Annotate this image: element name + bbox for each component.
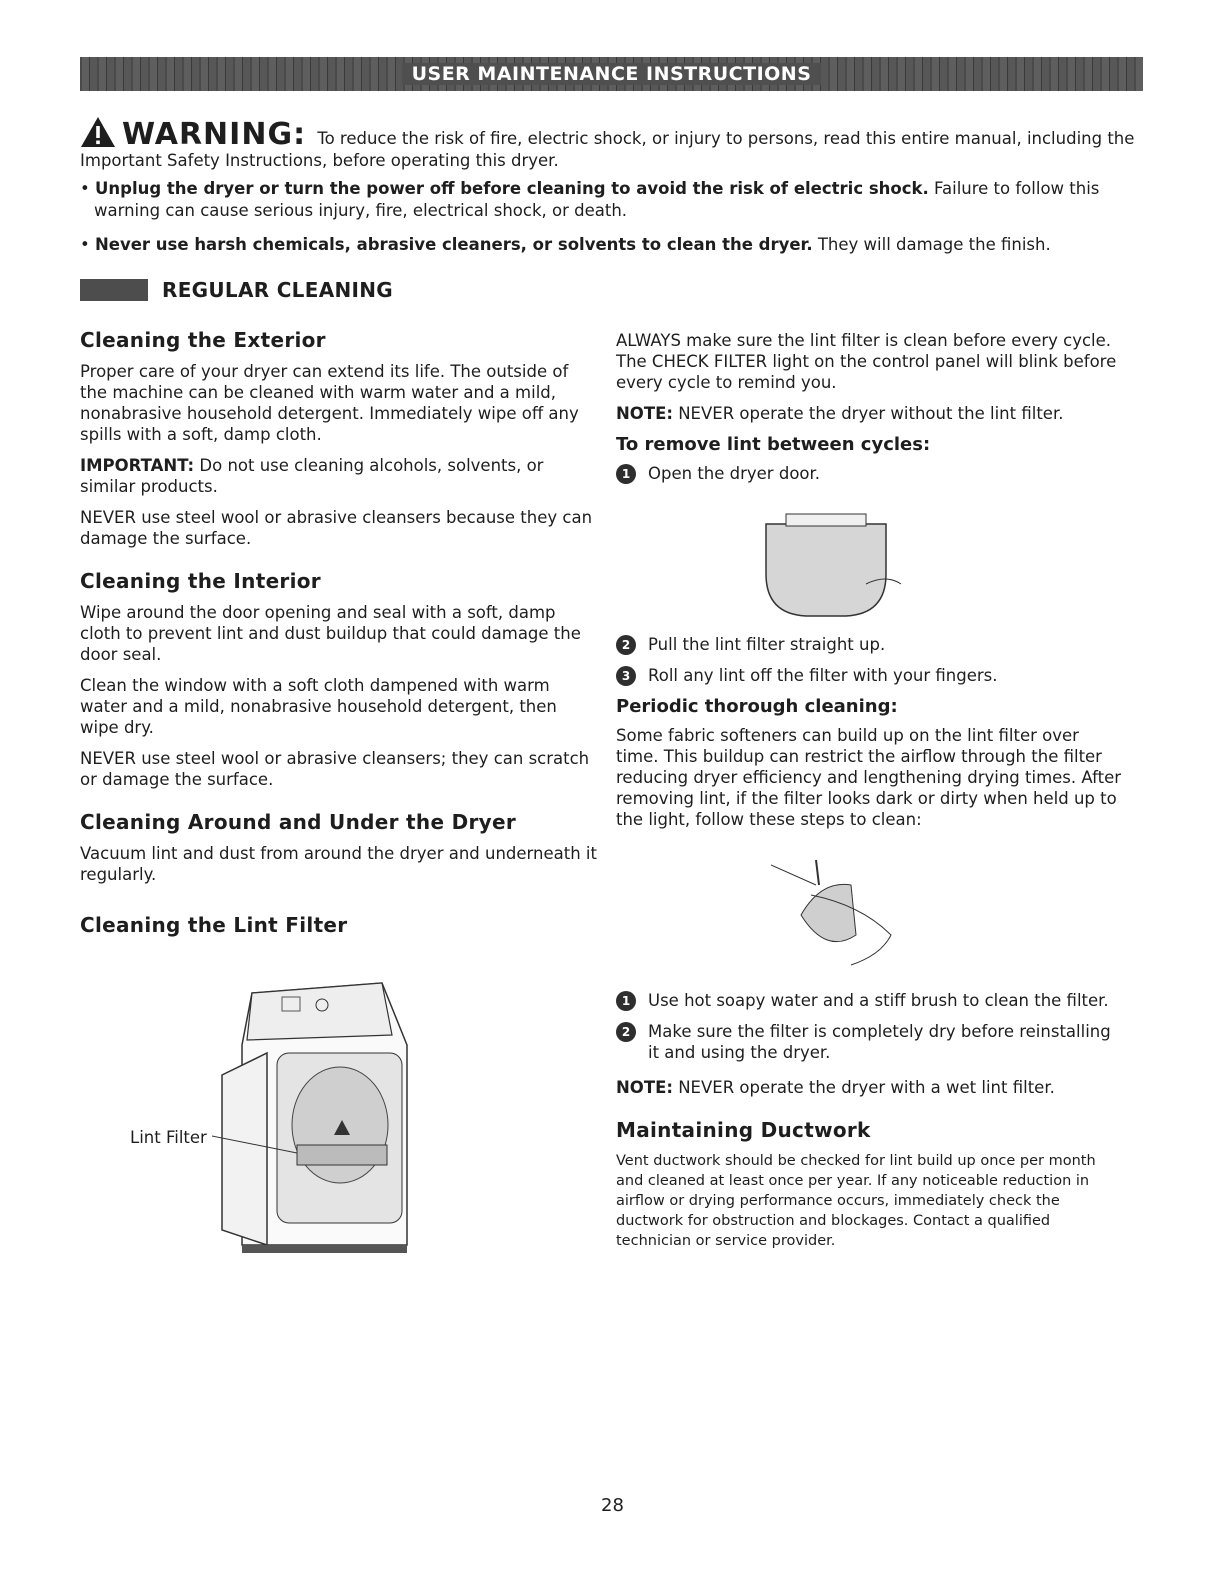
safety-bullets xyxy=(80,178,1150,268)
exterior-important xyxy=(80,455,600,497)
note-2-label: NOTE: xyxy=(616,1078,673,1097)
interior-p1: Wipe around the door opening and seal with a soft, damp cloth to prevent lint and dust buildup that could damage the door seal. xyxy=(80,603,581,664)
note-1-text: NEVER operate the dryer without the lint filter. xyxy=(672,404,1064,423)
remove-step-text: Open the dryer door. xyxy=(648,464,821,483)
lint-filter-label: Lint Filter xyxy=(130,1128,207,1147)
bullet-never-bold: Never use harsh chemicals, abrasive cleaners, or solvents to clean the dryer. xyxy=(94,235,813,254)
lint-filter-figure-wrap xyxy=(616,494,1126,634)
dryer-illustration xyxy=(212,975,432,1260)
note-1 xyxy=(616,403,1126,424)
note-2 xyxy=(616,1077,1126,1098)
bullet-unplug: • Unplug the dryer or turn the power off before cleaning to avoid the risk of electric shock. Failure to follow this warning can cause serious injury, fire, electrical shock, or death. xyxy=(80,179,1100,220)
right-column xyxy=(616,330,1126,1261)
periodic-heading: Periodic thorough cleaning: xyxy=(616,696,898,717)
section-swatch xyxy=(80,279,148,301)
section-regular-cleaning xyxy=(80,278,393,302)
around-heading: Cleaning Around and Under the Dryer xyxy=(80,810,516,834)
step-number-icon: 1 xyxy=(616,991,636,1011)
page-number: 28 xyxy=(601,1495,624,1516)
ductwork-text: Vent ductwork should be checked for lint build up once per month and cleaned at least once per year. If any noticeable reduction in airflow or drying performance occurs, immediately check the ductwork for obstruction and blockages. Contact a qualified technician or service provider. xyxy=(616,1153,1096,1249)
clean-step xyxy=(616,1021,1126,1063)
lint-heading: Cleaning the Lint Filter xyxy=(80,913,348,937)
exterior-p1: Proper care of your dryer can extend its life. The outside of the machine can be cleaned with warm water and a mild, nonabrasive household detergent. Immediately wipe off any spills with a soft, damp cloth. xyxy=(80,362,579,444)
remove-step xyxy=(616,634,1126,655)
step-number-icon: 2 xyxy=(616,635,636,655)
lint-intro: ALWAYS make sure the lint filter is clean before every cycle. The CHECK FILTER light on the control panel will blink before every cycle to remind you. xyxy=(616,331,1117,392)
warning-block xyxy=(80,112,1150,172)
important-label: IMPORTANT: xyxy=(80,456,195,475)
clean-step-text: Make sure the filter is completely dry before reinstalling it and using the dryer. xyxy=(648,1022,1111,1062)
remove-step xyxy=(616,463,1126,484)
interior-heading: Cleaning the Interior xyxy=(80,569,321,593)
warning-triangle-icon xyxy=(80,116,116,148)
warning-word: WARNING: xyxy=(122,117,307,152)
note-2-text: NEVER operate the dryer with a wet lint filter. xyxy=(672,1078,1055,1097)
around-p1: Vacuum lint and dust from around the dryer and underneath it regularly. xyxy=(80,844,597,884)
bullet-never-chemicals: • Never use harsh chemicals, abrasive cleaners, or solvents to clean the dryer. They will damage the finish. xyxy=(80,235,1051,254)
header-title: USER MAINTENANCE INSTRUCTIONS xyxy=(402,63,822,85)
remove-step-text: Roll any lint off the filter with your fingers. xyxy=(648,666,998,685)
clean-step xyxy=(616,990,1126,1011)
periodic-text: Some fabric softeners can build up on the lint filter over time. This buildup can restrict the airflow through the filter reducing dryer efficiency and lengthening drying times. After removing lint, if the filter looks dark or dirty when held up to the light, follow these steps to clean: xyxy=(616,726,1122,829)
remove-step-text: Pull the lint filter straight up. xyxy=(648,635,886,654)
bullet-never-text: They will damage the finish. xyxy=(812,235,1051,254)
step-number-icon: 1 xyxy=(616,464,636,484)
step-number-icon: 3 xyxy=(616,666,636,686)
filter-brush-illustration xyxy=(771,855,911,975)
interior-p3: NEVER use steel wool or abrasive cleansers; they can scratch or damage the surface. xyxy=(80,749,590,789)
remove-heading: To remove lint between cycles: xyxy=(616,434,931,455)
left-column xyxy=(80,330,600,946)
step-number-icon: 2 xyxy=(616,1022,636,1042)
lint-filter-illustration xyxy=(756,504,906,624)
header-bar xyxy=(80,57,1143,91)
bullet-unplug-bold: Unplug the dryer or turn the power off before cleaning to avoid the risk of electric shock. xyxy=(94,179,929,198)
ductwork-heading: Maintaining Ductwork xyxy=(616,1118,871,1142)
bullet-unplug-text: Failure to follow this warning can cause serious injury, fire, electrical shock, or death. xyxy=(94,179,1100,220)
warning-head xyxy=(80,112,312,152)
interior-p2: Clean the window with a soft cloth dampened with warm water and a mild, nonabrasive household detergent, then wipe dry. xyxy=(80,676,557,737)
filter-brush-figure-wrap xyxy=(616,840,1126,990)
exterior-p3: NEVER use steel wool or abrasive cleansers because they can damage the surface. xyxy=(80,508,593,548)
exterior-heading: Cleaning the Exterior xyxy=(80,328,326,352)
note-1-label: NOTE: xyxy=(616,404,673,423)
warning-text: To reduce the risk of fire, electric shock, or injury to persons, read this entire manual, including the Important Safety Instructions, before operating this dryer. xyxy=(80,129,1135,170)
remove-step xyxy=(616,665,1126,686)
clean-step-text: Use hot soapy water and a stiff brush to clean the filter. xyxy=(648,991,1109,1010)
important-text: Do not use cleaning alcohols, solvents, or similar products. xyxy=(80,456,544,496)
section-title: REGULAR CLEANING xyxy=(162,278,394,302)
